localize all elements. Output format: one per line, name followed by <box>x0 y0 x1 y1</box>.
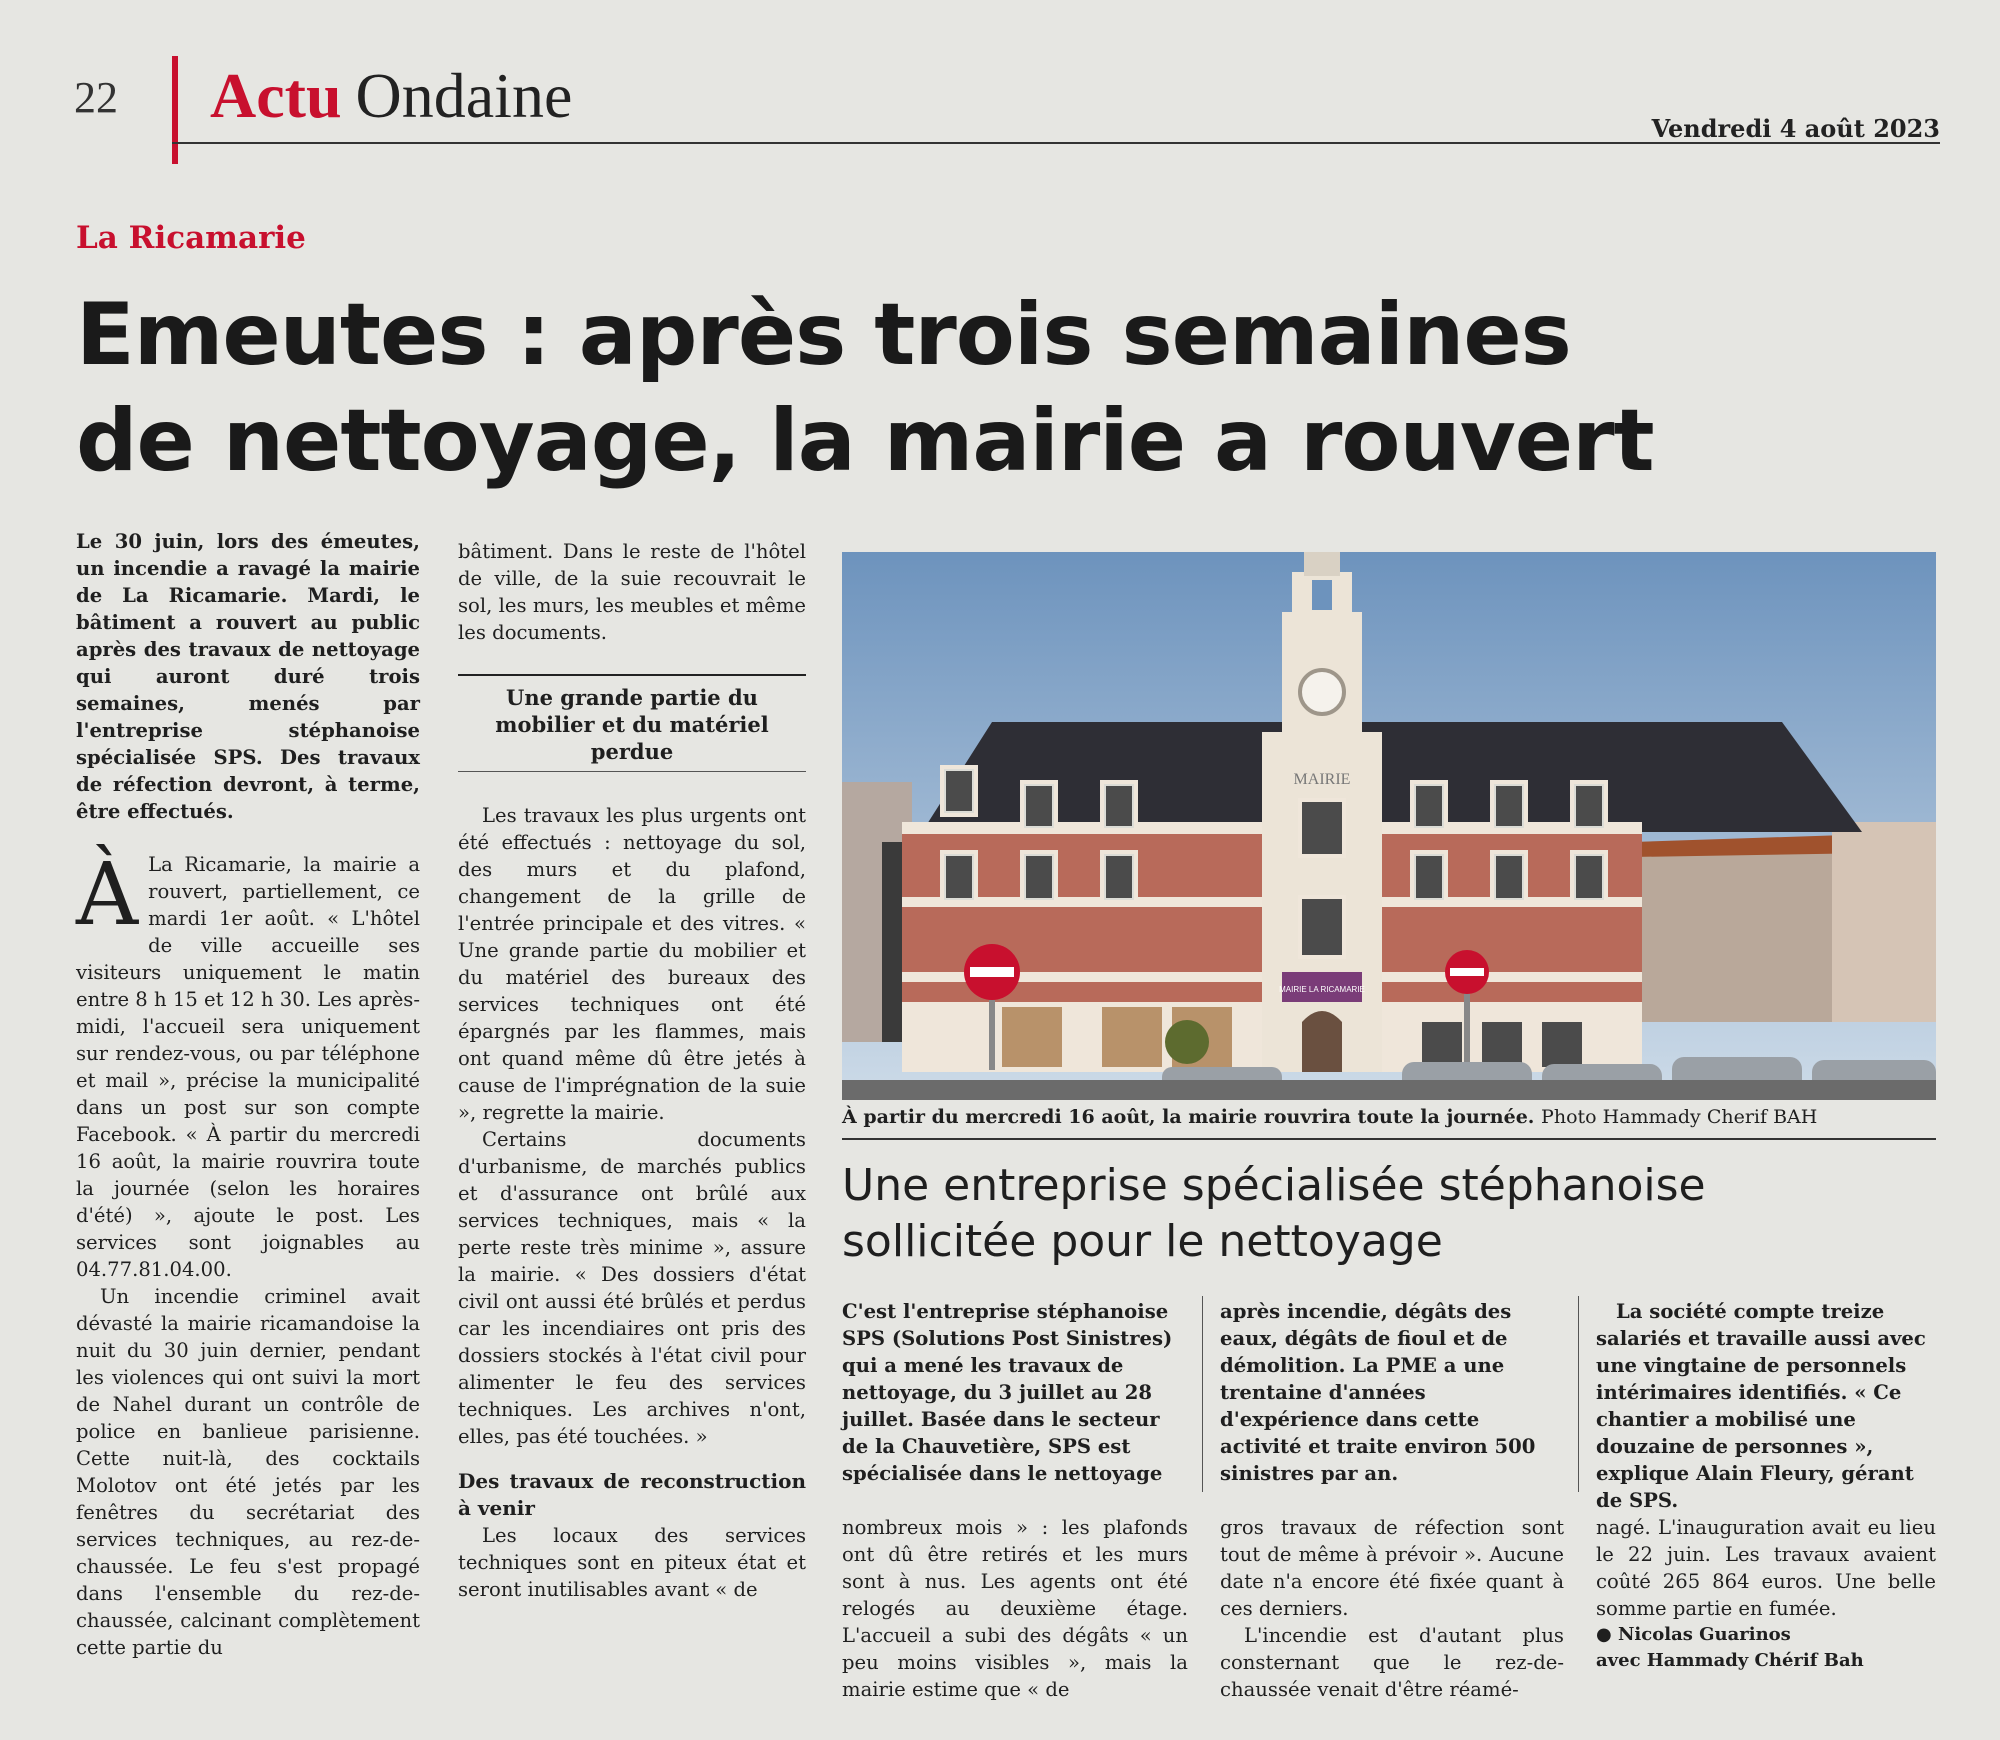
photo-caption-text: À partir du mercredi 16 août, la mairie rouvrira toute la journée. <box>842 1106 1535 1128</box>
box-body-column-3 <box>1596 1514 1936 1674</box>
box-intro-column-3: La société compte treize salariés et travaille aussi avec une vingtaine de personnels intérimaires identifiés. « Ce chantier a mobilisé une douzaine de personnes », explique Alain Fleury, gérant de SPS. <box>1596 1300 1926 1512</box>
article-locality: La Ricamarie <box>76 220 306 256</box>
article-paragraph-1: À La Ricamarie, la mairie a rouvert, partiellement, ce mardi 1er août. « L'hôtel de ville accueille ses visiteurs uniquement le matin entre 8 h 15 et 12 h 30. Les après-midi, l'accueil sera uniquement sur rendez-vous, ou par téléphone et mail », précise la municipalité dans un post sur son compte Facebook. « À partir du mercredi 16 août, la mairie rouvrira toute la journée (selon les horaires d'été) », ajoute le post. Les services sont joignables au 04.77.81.04.00. <box>76 845 420 1281</box>
section-title <box>210 60 573 131</box>
page-number: 22 <box>74 73 118 122</box>
box-paragraph-2: gros travaux de réfection sont tout de même à prévoir ». Aucune date n'a encore été fixée quant à ces derniers. <box>1220 1516 1564 1620</box>
article-paragraph-5: Certains documents d'urbanisme, de marchés publics et d'assurance ont brûlé aux services techniques, mais « la perte reste très minime », assure la mairie. « Des dossiers d'état civil ont aussi été brûlés et perdus car les incendiaires ont pris des dossiers stockés à l'état civil pour alimenter le feu des services techniques. Les archives n'ont, elles, pas été touchées. » <box>458 1128 806 1448</box>
headline-line-2: de nettoyage, la mairie a rouvert <box>76 391 1654 491</box>
photo-banner-text: MAIRIE LA RICAMARIE <box>1279 985 1365 994</box>
box-body-column-2 <box>1220 1514 1564 1703</box>
intertitle-reconstruction: Des travaux de reconstruction à venir <box>458 1469 806 1520</box>
box-column-divider-1 <box>1202 1296 1203 1492</box>
article-column-2 <box>458 538 806 1603</box>
section-name: Ondaine <box>355 60 573 131</box>
photo-mairie-sign: MAIRIE <box>1293 771 1351 788</box>
box-paragraph-4: nagé. L'inauguration avait eu lieu le 22 juin. Les travaux avaient coûté 265 864 euros. Une belle somme partie en fumée. <box>1596 1516 1936 1620</box>
article-paragraph-6: Les locaux des services techniques sont en piteux état et seront inutilisables avant « de <box>458 1524 806 1601</box>
photo-caption <box>842 1106 1942 1128</box>
article-paragraph-3: bâtiment. Dans le reste de l'hôtel de ville, de la suie recouvrait le sol, les murs, les meubles et même les documents. <box>458 540 806 644</box>
photo-credit: Photo Hammady Cherif BAH <box>1541 1106 1818 1128</box>
section-actu: Actu <box>210 60 342 131</box>
box-paragraph-3: L'incendie est d'autant plus consternant que le rez-de-chaussée venait d'être réamé- <box>1220 1624 1564 1701</box>
article-paragraph-2: Un incendie criminel avait dévasté la mairie ricamandoise la nuit du 30 juin dernier, pendant les violences qui ont suivi la mort de Nahel durant un contrôle de police en banlieue parisienne. Cette nuit-là, des cocktails Molotov ont été jetés par les fenêtres du secrétariat des services techniques, au rez-de-chaussée. Le feu s'est propagé dans l'ensemble du rez-de-chaussée, calcinant complètement cette partie du <box>76 1285 420 1659</box>
intertitle-mobilier: Une grande partie du mobilier et du matériel perdue <box>458 674 806 772</box>
box-title <box>842 1158 1936 1270</box>
byline-author: ● Nicolas Guarinos <box>1596 1624 1791 1645</box>
article-column-1 <box>76 528 420 1661</box>
article-paragraph-4: Les travaux les plus urgents ont été effectués : nettoyage du sol, des murs et du plafond, changement de la grille de l'entrée principale et des vitres. « Une grande partie du mobilier et du matériel des bureaux des services techniques ont été épargnés par les flammes, mais ont quand même dû être jetés à cause de l'imprégnation de la suie », regrette la mairie. <box>458 804 806 1124</box>
dropcap: À <box>76 845 139 945</box>
article-headline <box>76 282 1936 494</box>
header-accent-bar <box>172 56 178 164</box>
caption-rule <box>842 1138 1936 1140</box>
box-intro-column-2: après incendie, dégâts des eaux, dégâts de fioul et de démolition. La PME a une trentaine d'années d'expérience dans cette activité et traite environ 500 sinistres par an. <box>1220 1300 1536 1485</box>
byline-coauthor: avec Hammady Chérif Bah <box>1596 1650 1864 1671</box>
box-body-column-1 <box>842 1514 1188 1703</box>
box-paragraph-1: nombreux mois » : les plafonds ont dû être retirés et les murs sont à nus. Les agents ont été relogés au deuxième étage. L'accueil a subi des dégâts « un peu moins visibles », mais la mairie estime que « de <box>842 1516 1188 1701</box>
issue-date: Vendredi 4 août 2023 <box>1651 114 1940 143</box>
town-hall-photo <box>842 552 1936 1100</box>
box-column-divider-2 <box>1578 1296 1579 1492</box>
article-chapo: Le 30 juin, lors des émeutes, un incendie a ravagé la mairie de La Ricamarie. Mardi, le bâtiment a rouvert au public après des travaux de nettoyage qui auront duré trois semaines, menés par l'entreprise stéphanoise spécialisée SPS. Des travaux de réfection devront, à terme, être effectués. <box>76 530 420 823</box>
box-title-line-1: Une entreprise spécialisée stéphanoise <box>842 1160 1706 1211</box>
headline-line-1: Emeutes : après trois semaines <box>76 285 1571 385</box>
town-hall-illustration <box>842 552 1936 1100</box>
box-intro-column-1: C'est l'entreprise stéphanoise SPS (Solutions Post Sinistres) qui a mené les travaux de nettoyage, du 3 juillet au 28 juillet. Basée dans le secteur de la Chauvetière, SPS est spécialisée dans le nettoyage <box>842 1300 1173 1485</box>
box-title-line-2: sollicitée pour le nettoyage <box>842 1216 1443 1267</box>
